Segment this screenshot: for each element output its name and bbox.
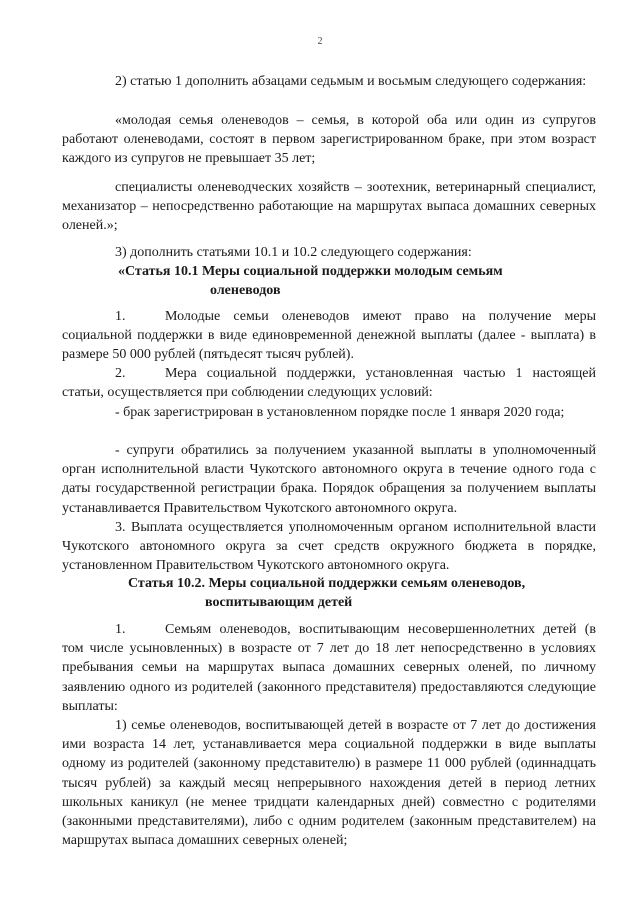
article-10-1-part-3: 3. Выплата осуществляется уполномоченным органом исполнительной власти Чукотского автономного округа за счет средств окружного бюджета в порядке, установленном Правительством Чукотского автономного округа. bbox=[62, 520, 596, 574]
article-10-1-part-2 bbox=[62, 364, 596, 402]
article-10-2-part-1 bbox=[62, 620, 596, 716]
part-number: 1. bbox=[115, 622, 126, 637]
article-10-2-title-line1: Статья 10.2. Меры социальной поддержки семьям оленеводов, bbox=[128, 576, 526, 591]
part-text: Семьям оленеводов, воспитывающим несовершеннолетних детей (в том числе усыновленных) в возрасте от 7 лет до 18 лет непосредственно в условиях пребывания семьи на маршрутах выпаса домашних северных оленей, по личному заявлению одного из родителей (законного представителя) предоставляются следующие выплаты: bbox=[62, 622, 596, 714]
paragraph-item-2: 2) статью 1 дополнить абзацами седьмым и восьмым следующего содержания: bbox=[115, 74, 587, 89]
page-number: 2 bbox=[317, 36, 323, 47]
part-number: 2. bbox=[115, 366, 126, 381]
article-10-2-subitem-1: 1) семье оленеводов, воспитывающей детей в возрасте от 7 лет до достижения ими возраста 14 лет, устанавливается мера социальной поддержки в виде выплаты одному из родителей (законному представителю) в размере 11 000 рублей (одиннадцать тысяч рублей) за каждый месяц непрерывного нахождения детей в период летних школьных каникул (не менее тридцати календарных дней) совместно с родителями (законными представителями), либо с одним родителем (законным представителем) на маршрутах выпаса домашних северных оленей; bbox=[62, 718, 596, 849]
paragraph-item-3: 3) дополнить статьями 10.1 и 10.2 следующего содержания: bbox=[115, 245, 472, 260]
part-text: Молодые семьи оленеводов имеют право на получение меры социальной поддержки в виде единовременной денежной выплаты (далее - выплата) в размере 50 000 рублей (пятьдесят тысяч рублей). bbox=[62, 309, 596, 363]
article-10-1-title-line2: оленеводов bbox=[210, 283, 281, 298]
definition-young-family: «молодая семья оленеводов – семья, в которой оба или один из супругов работают оленеводами, состоят в первом зарегистрированном браке, при этом возраст каждого из супругов не превышает 35 лет; bbox=[62, 113, 596, 167]
article-10-1-part-1 bbox=[62, 307, 596, 365]
condition-application: - супруги обратились за получением указанной выплаты в уполномоченный орган исполнительной власти Чукотского автономного округа в течение одного года с даты государственной регистрации брака. Порядок обращения за получением выплаты устанавливается Правительством Чукотского автономного округа. bbox=[62, 443, 596, 516]
definition-specialists: специалисты оленеводческих хозяйств – зоотехник, ветеринарный специалист, механизатор – непосредственно работающие на маршрутах выпаса домашних северных оленей.»; bbox=[62, 180, 596, 234]
part-text: Мера социальной поддержки, установленная частью 1 настоящей статьи, осуществляется при соблюдении следующих условий: bbox=[62, 366, 596, 401]
article-10-1-title-line1: «Статья 10.1 Меры социальной поддержки молодым семьям bbox=[118, 264, 503, 279]
condition-marriage-date: - брак зарегистрирован в установленном порядке после 1 января 2020 года; bbox=[115, 405, 565, 420]
part-number: 1. bbox=[115, 309, 126, 324]
article-10-2-title-line2: воспитывающим детей bbox=[205, 595, 353, 610]
